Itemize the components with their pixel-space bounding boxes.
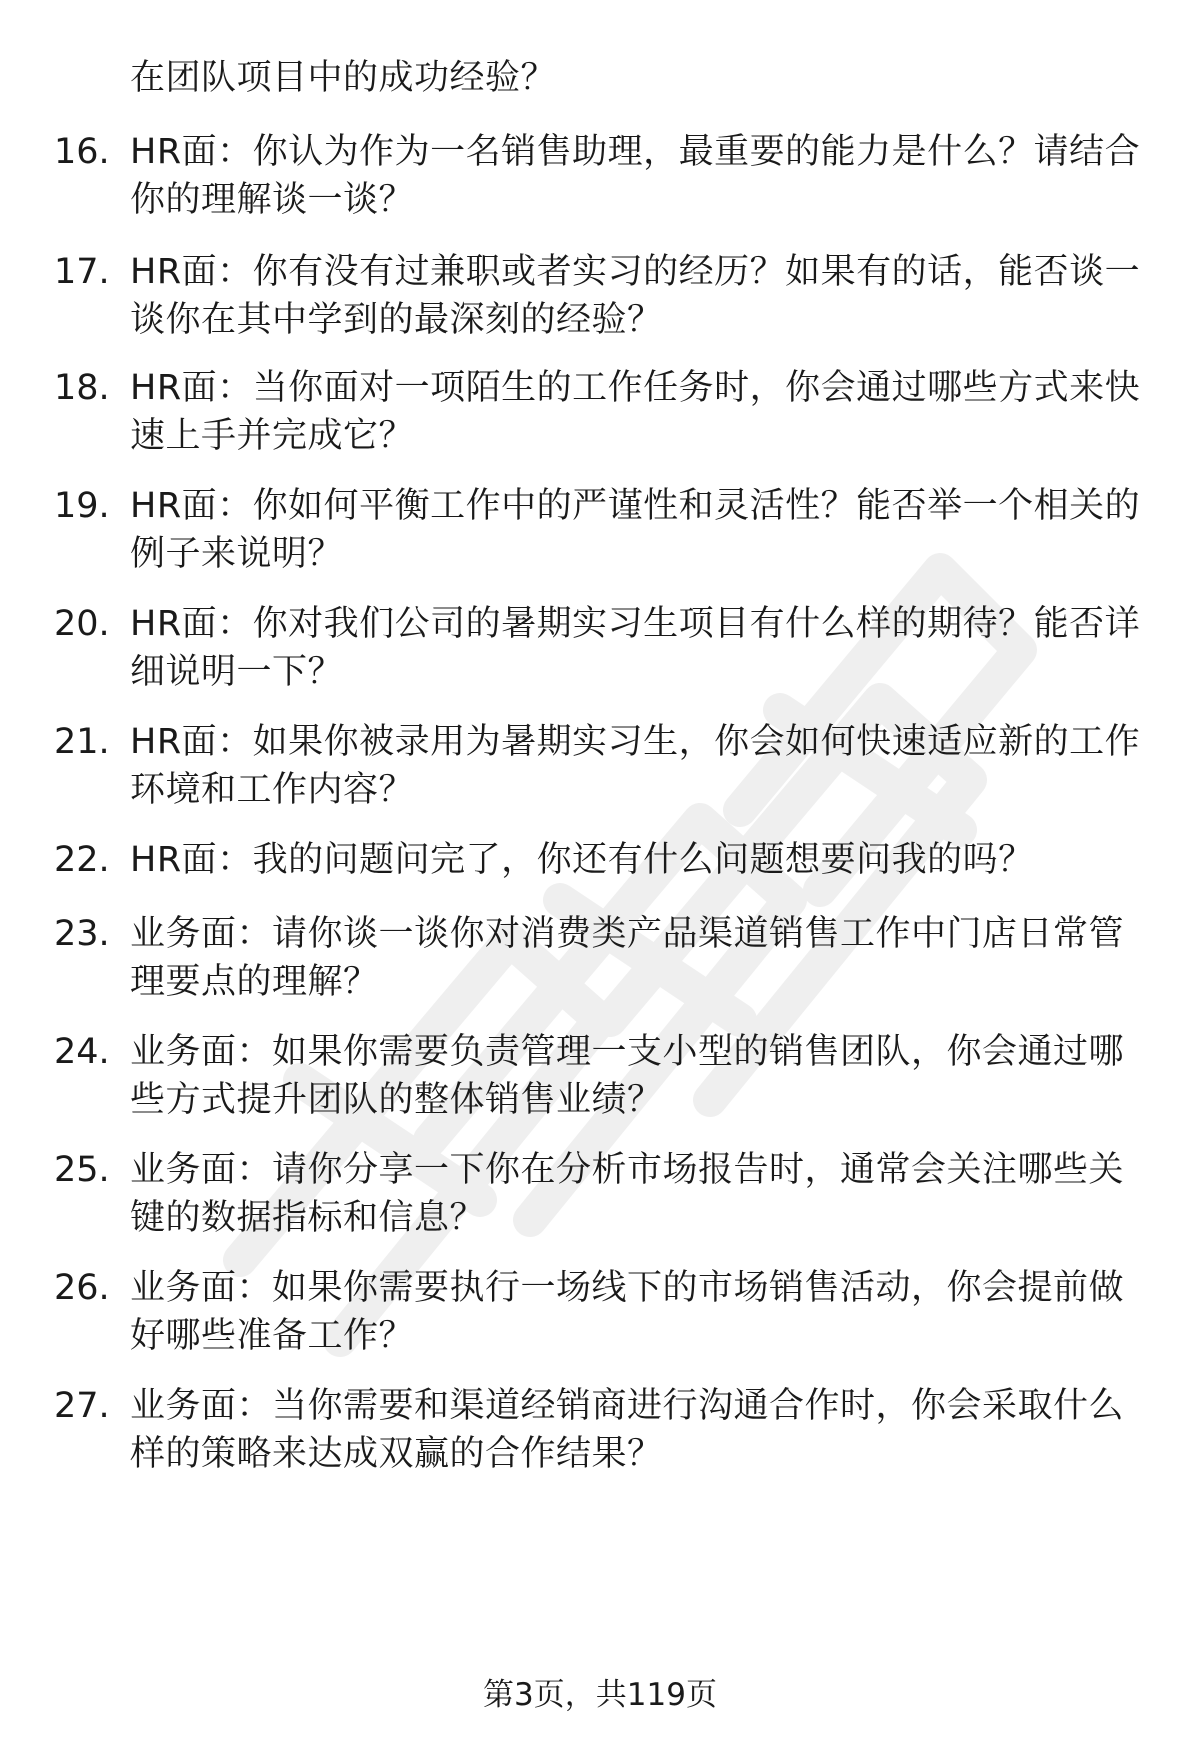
question-text-line2: 谈你在其中学到的最深刻的经验？ (130, 300, 663, 340)
question-text-line2: 键的数据指标和信息？ (130, 1198, 486, 1238)
question-text-line1: 业务面：请你分享一下你在分析市场报告时，通常会关注哪些关 (130, 1150, 1125, 1190)
question-text-line1: 业务面：如果你需要执行一场线下的市场销售活动，你会提前做 (130, 1268, 1125, 1308)
question-text-line1: HR面：你如何平衡工作中的严谨性和灵活性？能否举一个相关的 (130, 486, 1141, 526)
question-number: 26. (54, 1268, 110, 1308)
question-text-line2: 速上手并完成它？ (130, 416, 415, 456)
question-text-line1: 业务面：当你需要和渠道经销商进行沟通合作时，你会采取什么 (130, 1386, 1125, 1426)
question-text-line2: 理要点的理解？ (130, 962, 379, 1002)
question-text-line2: 环境和工作内容？ (130, 770, 415, 810)
question-number: 23. (54, 914, 110, 954)
question-text-line2: 例子来说明？ (130, 534, 344, 574)
question-number: 21. (54, 722, 110, 762)
question-number: 25. (54, 1150, 110, 1190)
question-text-line2: 好哪些准备工作？ (130, 1316, 415, 1356)
question-text-line1: HR面：当你面对一项陌生的工作任务时，你会通过哪些方式来快 (130, 368, 1141, 408)
question-number: 19. (54, 486, 110, 526)
question-text-line1: HR面：你有没有过兼职或者实习的经历？如果有的话，能否谈一 (130, 252, 1141, 292)
question-number: 16. (54, 132, 110, 172)
question-text-line2: 样的策略来达成双赢的合作结果？ (130, 1434, 663, 1474)
continuation-line: 在团队项目中的成功经验？ (130, 58, 557, 98)
question-text-line1: HR面：你对我们公司的暑期实习生项目有什么样的期待？能否详 (130, 604, 1141, 644)
question-text-line1: 业务面：请你谈一谈你对消费类产品渠道销售工作中门店日常管 (130, 914, 1125, 954)
page-footer: 第3页，共119页 (483, 1677, 717, 1713)
question-text-line2: 些方式提升团队的整体销售业绩？ (130, 1080, 663, 1120)
question-text-line2: 细说明一下？ (130, 652, 344, 692)
question-text-line1: HR面：我的问题问完了，你还有什么问题想要问我的吗？ (130, 840, 1034, 880)
question-number: 22. (54, 840, 110, 880)
question-number: 20. (54, 604, 110, 644)
question-number: 24. (54, 1032, 110, 1072)
question-number: 18. (54, 368, 110, 408)
question-number: 27. (54, 1386, 110, 1426)
question-text-line1: HR面：你认为作为一名销售助理，最重要的能力是什么？请结合 (130, 132, 1141, 172)
question-text-line1: HR面：如果你被录用为暑期实习生，你会如何快速适应新的工作 (130, 722, 1141, 762)
question-text-line2: 你的理解谈一谈？ (130, 180, 415, 220)
question-text-line1: 业务面：如果你需要负责管理一支小型的销售团队，你会通过哪 (130, 1032, 1125, 1072)
question-number: 17. (54, 252, 110, 292)
